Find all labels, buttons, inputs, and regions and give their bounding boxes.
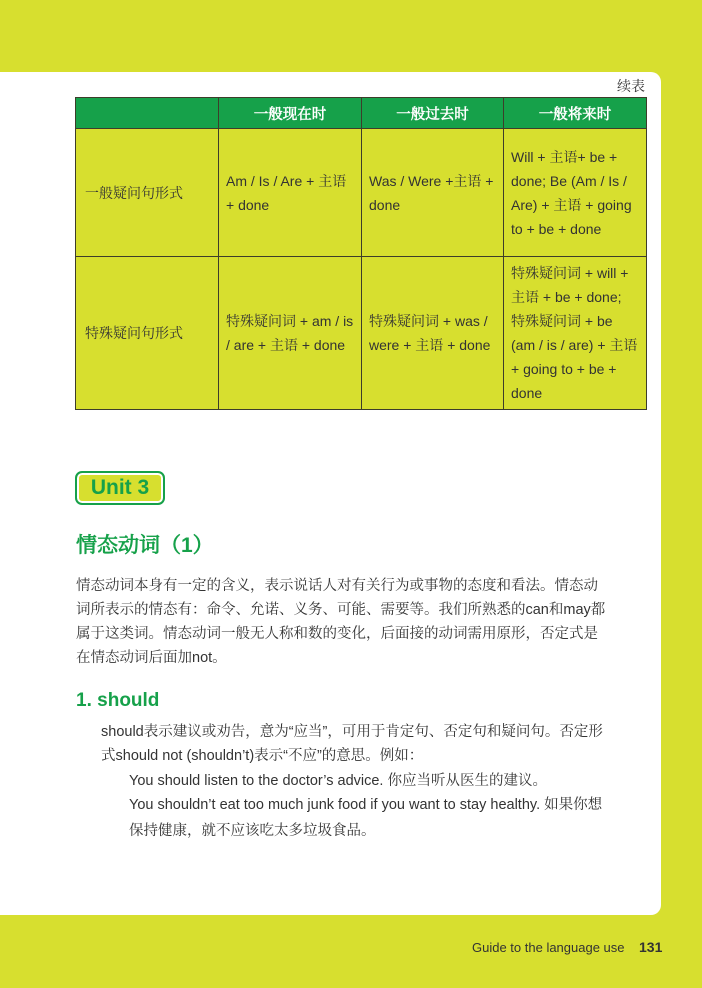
subsection-body: should表示建议或劝告，意为“应当”，可用于肯定句、否定句和疑问句。否定形式should not (shouldn’t)表示“不应”的意思。例如：: [101, 724, 603, 764]
unit-badge: Unit 3: [75, 471, 165, 505]
table-header-simple-past: 一般过去时: [362, 98, 504, 129]
row-label-special-question: 特殊疑问句形式: [76, 257, 219, 410]
page-sheet: [0, 72, 661, 915]
intro-paragraph: 情态动词本身有一定的含义，表示说话人对有关行为或事物的态度和看法。情态动词所表示的情态有：命令、允诺、义务、可能、需要等。我们所熟悉的can和may都属于这类词。情态动词一般无人称和数的变化，后面接的动词需用原形，否定式是在情态动词后面加not。: [76, 578, 606, 666]
page-number: 131: [639, 939, 663, 955]
subsection-number: 1.: [76, 690, 92, 711]
subsection-heading: [76, 690, 159, 712]
table-cell: 特殊疑问词 + was / were + 主语 + done: [362, 257, 504, 410]
table-header-empty: [76, 98, 219, 129]
table-header-simple-present: 一般现在时: [219, 98, 362, 129]
table-row: [76, 129, 647, 257]
footer-book-title: Guide to the language use: [472, 940, 625, 955]
example-sentence: You should listen to the doctor’s advice. 你应当听从医生的建议。: [129, 773, 547, 789]
table-cell: Will + 主语+ be + done; Be (Am / Is / Are) + 主语 + going to + be + done: [504, 129, 647, 257]
table-header-simple-future: 一般将来时: [504, 98, 647, 129]
table-header-row: [76, 98, 647, 129]
section-title: 情态动词（1）: [76, 534, 214, 557]
row-label-general-question: 一般疑问句形式: [76, 129, 219, 257]
example-sentence: You shouldn’t eat too much junk food if you want to stay healthy. 如果你想保持健康，就不应该吃太多垃圾食品。: [129, 797, 603, 839]
tense-question-table: [75, 97, 647, 410]
table-cell: Am / Is / Are + 主语 + done: [219, 129, 362, 257]
table-row: [76, 257, 647, 410]
table-cell: 特殊疑问词 + am / is / are + 主语 + done: [219, 257, 362, 410]
continuation-label: 续表: [617, 78, 645, 94]
table-cell: Was / Were +主语 + done: [362, 129, 504, 257]
table-cell: 特殊疑问词 + will + 主语 + be + done; 特殊疑问词 + be (am / is / are) + 主语 + going to + be + done: [504, 257, 647, 410]
subsection-word: should: [97, 690, 160, 711]
